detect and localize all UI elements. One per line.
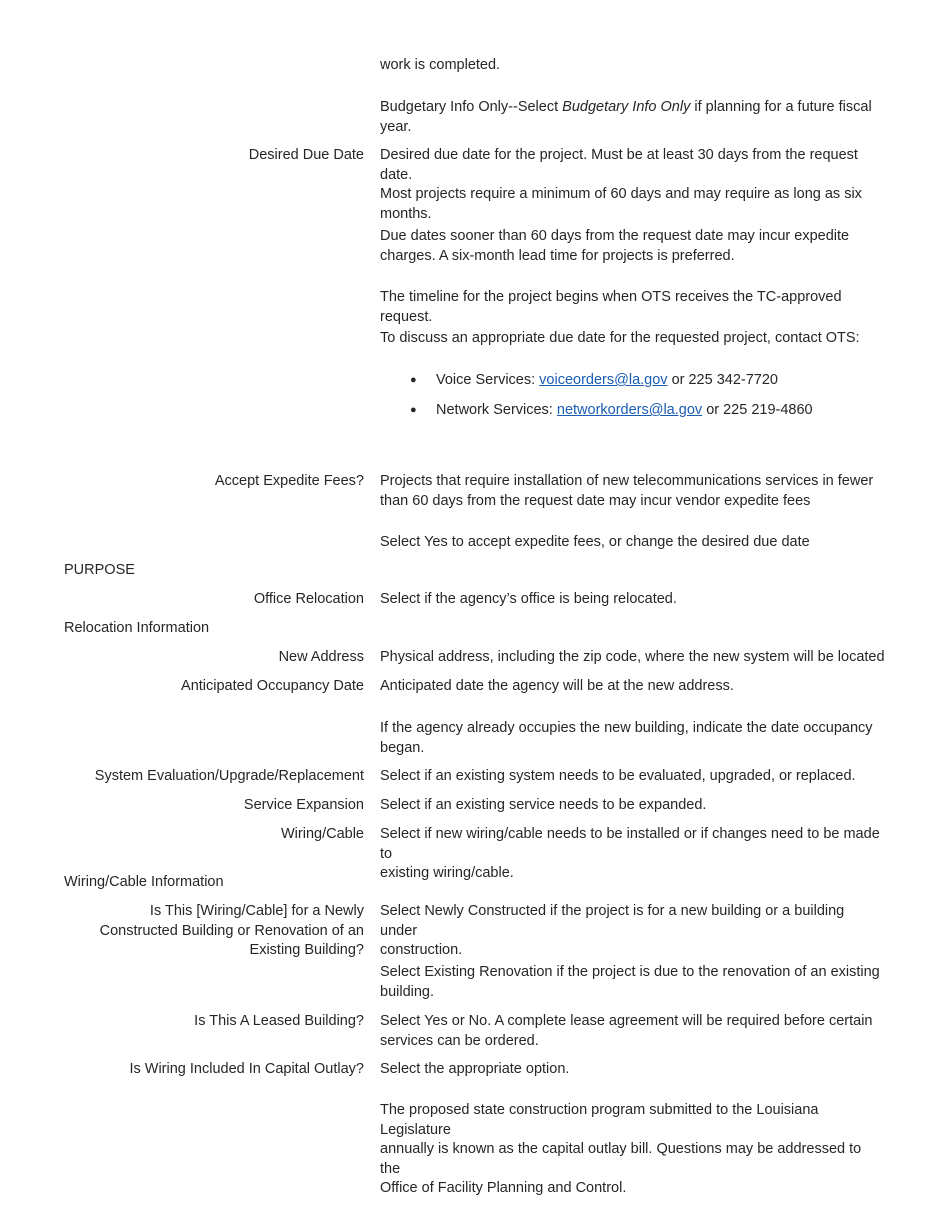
system-evaluation-desc: Select if an existing system needs to be evaluated, upgraded, or replaced.: [380, 768, 856, 784]
voice-orders-email-link[interactable]: voiceorders@la.gov: [539, 372, 668, 388]
work-completed-text: work is completed.: [380, 57, 501, 73]
anticipated-occupancy-date-label: Anticipated Occupancy Date: [181, 678, 364, 694]
bullet-icon: ●: [410, 404, 417, 416]
office-relocation-desc: Select if the agency’s office is being relocated.: [380, 591, 677, 607]
accept-expedite-fees-desc-2: Select Yes to accept expedite fees, or change the desired due date: [380, 534, 810, 550]
desired-due-date-desc-4: To discuss an appropriate due date for the requested project, contact OTS:: [380, 330, 860, 346]
wiring-cable-information-heading: Wiring/Cable Information: [64, 874, 224, 890]
new-or-renovation-label: Is This [Wiring/Cable] for a Newly Constructed Building or Renovation of an Existing Building?: [99, 903, 364, 958]
wiring-cable-label: Wiring/Cable: [281, 826, 364, 842]
desired-due-date-label: Desired Due Date: [248, 147, 364, 163]
network-orders-email-link[interactable]: networkorders@la.gov: [556, 402, 703, 418]
office-relocation-label: Office Relocation: [253, 591, 364, 607]
system-evaluation-label: System Evaluation/Upgrade/Replacement: [94, 768, 364, 784]
new-or-renovation-desc-2: Select Existing Renovation if the project is due to the renovation of an existing building.: [380, 964, 880, 1000]
service-expansion-desc: Select if an existing service needs to be expanded.: [380, 797, 707, 813]
desired-due-date-desc-3: The timeline for the project begins when OTS receives the TC-approved request.: [380, 289, 842, 325]
anticipated-occupancy-date-desc-1: Anticipated date the agency will be at the new address.: [380, 678, 734, 694]
voice-services-contact: Voice Services: voiceorders@la.gov or 225 342-7720: [436, 372, 778, 388]
service-expansion-label: Service Expansion: [243, 797, 364, 813]
relocation-information-heading: Relocation Information: [64, 620, 210, 636]
wiring-cable-desc: Select if new wiring/cable needs to be installed or if changes need to be made to existing wiring/cable.: [380, 826, 880, 881]
accept-expedite-fees-label: Accept Expedite Fees?: [214, 473, 364, 489]
new-or-renovation-desc-1: Select Newly Constructed if the project is for a new building or a building under construction.: [380, 903, 845, 958]
budgetary-info-text: Budgetary Info Only--Select Budgetary Info Only if planning for a future fiscal year.: [380, 99, 872, 135]
capital-outlay-desc-1: Select the appropriate option.: [380, 1061, 570, 1077]
accept-expedite-fees-desc-1: Projects that require installation of new telecommunications services in fewer than 60 days from the request date may incur vendor expedite fees: [380, 473, 874, 509]
purpose-heading: PURPOSE: [64, 562, 135, 578]
budgetary-info-emphasis: Budgetary Info Only: [562, 99, 691, 115]
new-address-desc: Physical address, including the zip code, where the new system will be located: [380, 649, 885, 665]
leased-building-label: Is This A Leased Building?: [194, 1013, 364, 1029]
leased-building-desc: Select Yes or No. A complete lease agreement will be required before certain services can be ordered.: [380, 1013, 873, 1049]
bullet-icon: ●: [410, 374, 417, 386]
desired-due-date-desc-2: Due dates sooner than 60 days from the request date may incur expedite charges. A six-month lead time for projects is preferred.: [380, 228, 850, 264]
desired-due-date-desc-1: Desired due date for the project. Must be at least 30 days from the request date. Most projects require a minimum of 60 days and may require as long as six months.: [380, 147, 862, 222]
anticipated-occupancy-date-desc-2: If the agency already occupies the new building, indicate the date occupancy began.: [380, 720, 873, 756]
capital-outlay-label: Is Wiring Included In Capital Outlay?: [129, 1061, 364, 1077]
capital-outlay-desc-2: The proposed state construction program submitted to the Louisiana Legislature annually is known as the capital outlay bill. Questions may be addressed to the Office of Facility Planning and Control.: [380, 1102, 862, 1196]
new-address-label: New Address: [278, 649, 364, 665]
network-services-contact: Network Services: networkorders@la.gov or 225 219-4860: [436, 402, 813, 418]
